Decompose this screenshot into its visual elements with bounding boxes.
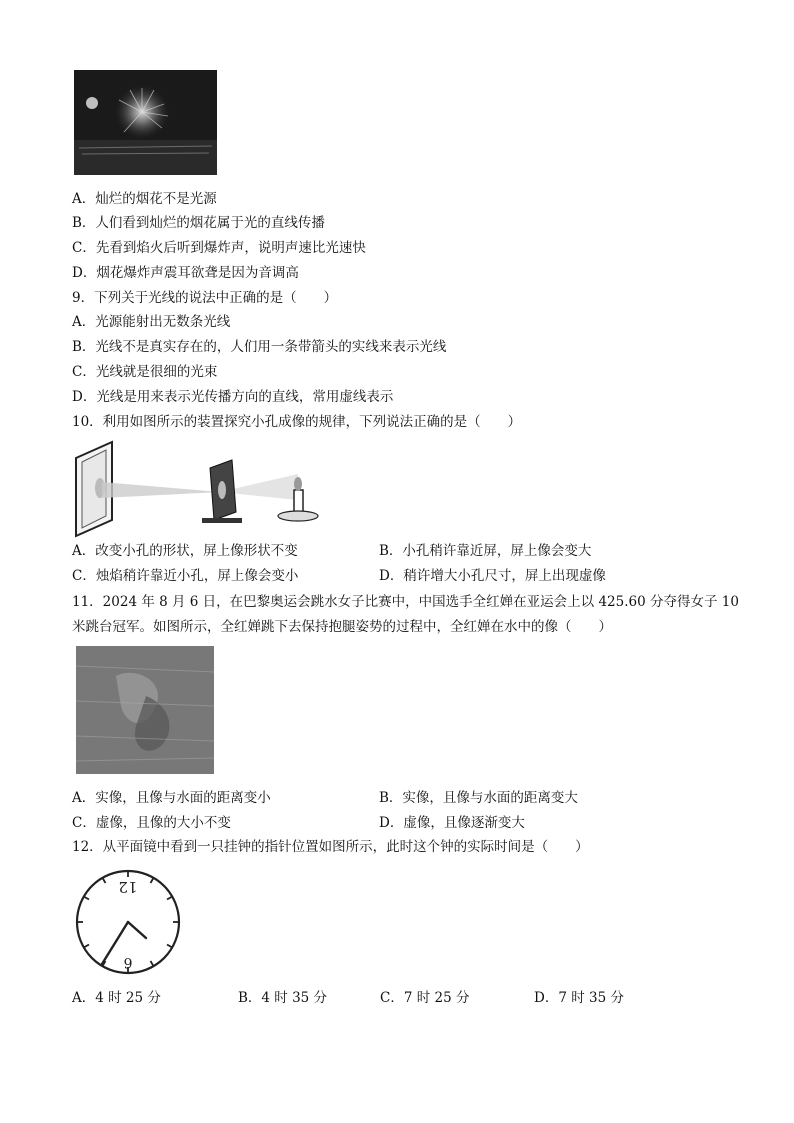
q11-option-a: A．实像，且像与水面的距离变小 (72, 790, 271, 806)
q9-option-b: B．光线不是真实存在的，人们用一条带箭头的实线来表示光线 (72, 339, 447, 355)
clock-label-12: 12 (118, 878, 138, 896)
q12-option-c: C．7 时 25 分 (380, 990, 470, 1006)
q9-stem: 9．下列关于光线的说法中正确的是（ ） (72, 290, 338, 306)
q9-option-c: C．光线就是很细的光束 (72, 364, 218, 380)
q12-stem: 12．从平面镜中看到一只挂钟的指针位置如图所示，此时这个钟的实际时间是（ ） (72, 839, 589, 855)
q8-option-b: B．人们看到灿烂的烟花属于光的直线传播 (72, 215, 325, 231)
clock-label-6: 6 (123, 954, 133, 970)
q10-stem: 10．利用如图所示的装置探究小孔成像的规律，下列说法正确的是（ ） (72, 414, 522, 430)
q11-option-d: D．虚像，且像逐渐变大 (379, 815, 525, 831)
q11-stem-line2: 米跳台冠军。如图所示，全红婵跳下去保持抱腿姿势的过程中，全红婵在水中的像（ ） (72, 619, 612, 635)
q12-option-b: B．4 时 35 分 (238, 990, 328, 1006)
q10-option-c: C．烛焰稍许靠近小孔，屏上像会变小 (72, 568, 299, 584)
q10-option-b: B．小孔稍许靠近屏，屏上像会变大 (379, 543, 592, 559)
q8-option-c: C．先看到焰火后听到爆炸声，说明声速比光速快 (72, 240, 366, 256)
q12-option-a: A．4 时 25 分 (72, 990, 161, 1006)
q8-option-d: D．烟花爆炸声震耳欲聋是因为音调高 (72, 265, 299, 281)
mirrored-clock-figure (72, 866, 184, 978)
q11-option-c: C．虚像，且像的大小不变 (72, 815, 231, 831)
diver-photo (76, 646, 214, 774)
pinhole-apparatus-figure (72, 438, 322, 538)
q9-option-d: D．光线是用来表示光传播方向的直线，常用虚线表示 (72, 389, 394, 405)
q9-option-a: A．光源能射出无数条光线 (72, 314, 231, 330)
q11-option-b: B．实像，且像与水面的距离变大 (379, 790, 578, 806)
q12-option-d: D．7 时 35 分 (534, 990, 624, 1006)
q8-option-a: A．灿烂的烟花不是光源 (72, 191, 217, 207)
q11-stem-line1: 11．2024 年 8 月 6 日，在巴黎奥运会跳水女子比赛中，中国选手全红婵在亚运会上以 425.60 分夺得女子 10 (72, 594, 739, 610)
fireworks-photo (74, 70, 217, 175)
q10-option-a: A．改变小孔的形状，屏上像形状不变 (72, 543, 298, 559)
q10-option-d: D．稍许增大小孔尺寸，屏上出现虚像 (379, 568, 606, 584)
